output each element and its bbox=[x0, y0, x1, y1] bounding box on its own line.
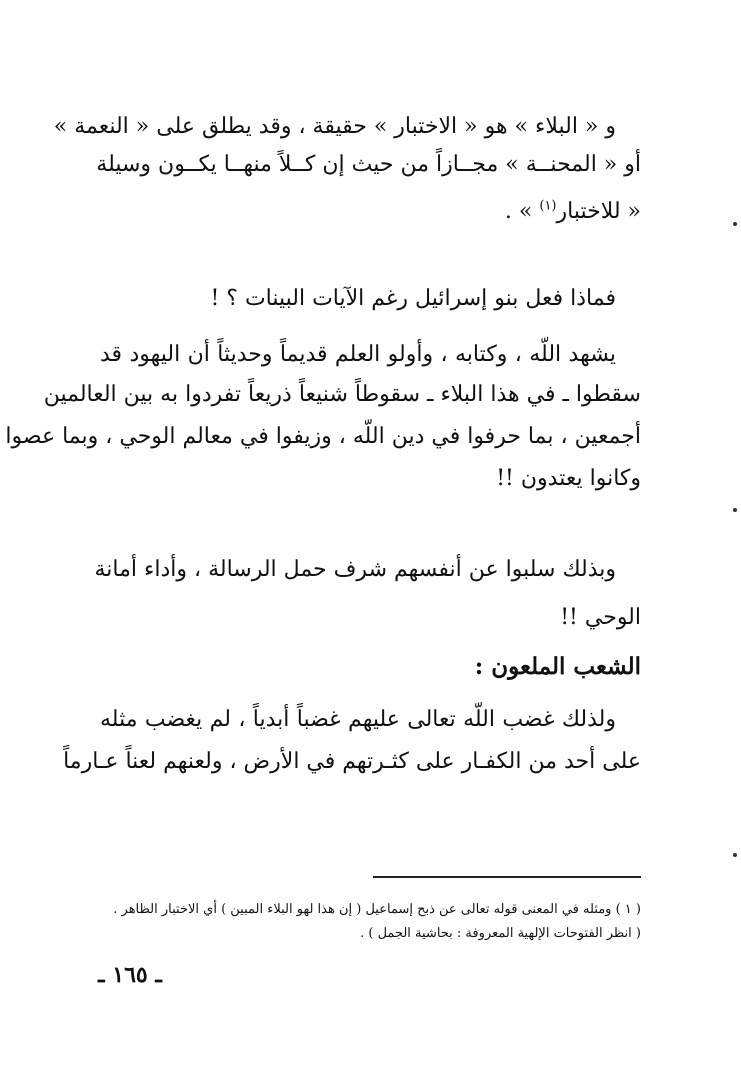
footnote-line-2: ( انظر الفتوحات الإلهية المعروفة : بحاشية الجمل ) . bbox=[360, 926, 641, 941]
paragraph-3-line-4: وكانوا يعتدون !! bbox=[496, 466, 641, 491]
paragraph-1-line-2: أو « المحنــة » مجــازاً من حيث إن كــلاً منهــا يكــون وسيلة bbox=[96, 152, 641, 177]
paragraph-3-line-3: أجمعين ، بما حرفوا في دين اللّه ، وزيفوا في معالم الوحي ، وبما عصوا bbox=[5, 424, 641, 449]
paragraph-1-line-1: و « البلاء » هو « الاختبار » حقيقة ، وقد يطلق على « النعمة » bbox=[53, 114, 616, 139]
paragraph-2-question: فماذا فعل بنو إسرائيل رغم الآيات البينات ؟ ! bbox=[210, 286, 616, 311]
paragraph-3-line-2: سقطوا ـ في هذا البلاء ـ سقوطاً شنيعاً ذريعاً تفردوا به بين العالمين bbox=[43, 382, 641, 407]
footnote-separator bbox=[373, 876, 641, 878]
paragraph-1-line-3-text: « للاختبار bbox=[556, 199, 641, 224]
paragraph-3-line-1: يشهد اللّه ، وكتابه ، وأولو العلم قديماً وحديثاً أن اليهود قد bbox=[100, 342, 616, 367]
paragraph-4-line-2: الوحي !! bbox=[560, 605, 641, 630]
page-number: ـ ١٦٥ ـ bbox=[98, 962, 162, 988]
paragraph-5-line-1: ولذلك غضب اللّه تعالى عليهم غضباً أبدياً ، لم يغضب مثله bbox=[100, 707, 616, 732]
paragraph-1-line-3-end: » . bbox=[504, 199, 540, 224]
paragraph-1-line-3 bbox=[100, 195, 641, 229]
section-heading: الشعب الملعون : bbox=[474, 653, 641, 680]
paragraph-5-line-2: على أحد من الكفـار على كثـرتهم في الأرض ، ولعنهم لعناً عـارماً bbox=[63, 749, 641, 774]
footnote-reference: (١) bbox=[539, 198, 557, 214]
scan-mark bbox=[733, 508, 737, 512]
footnote-line-1: ( ١ ) ومثله في المعنى قوله تعالى عن ذبح إسماعيل ( إن هذا لهو البلاء المبين ) أي الاختبار الظاهر . bbox=[113, 902, 641, 917]
paragraph-4-line-1: وبذلك سلبوا عن أنفسهم شرف حمل الرسالة ، وأداء أمانة bbox=[94, 557, 616, 582]
scan-mark bbox=[733, 222, 737, 226]
scan-mark bbox=[733, 853, 737, 857]
